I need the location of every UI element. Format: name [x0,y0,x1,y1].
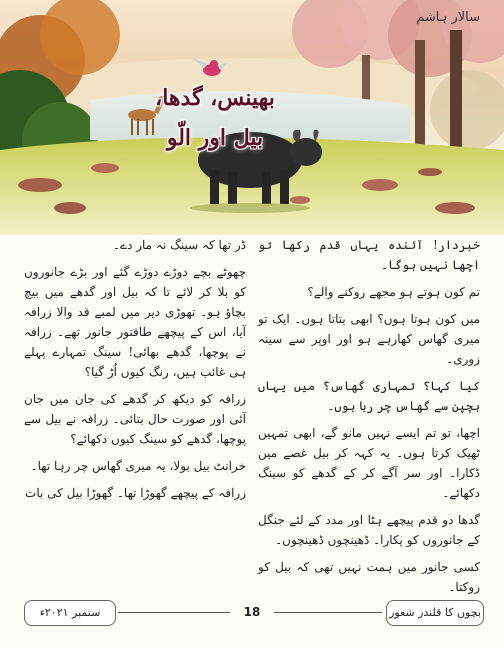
paragraph: اچھا، تو تم ایسے نہیں مانو گے، ابھی تمہیں ٹھیک کرتا ہوں۔ یہ کہہ کر بیل غصے میں ڈکارا۔ اور سر آگے کر کے گدھے کو سینگ دکھائے۔ [258,426,480,500]
text-column-left [24,235,246,587]
paragraph: خبردار! آئندہ یہاں قدم رکھا تو اچھا نہیں ہوگا۔ [258,238,480,272]
paragraph: تم کون ہوتے ہو مجھے روکنے والے؟ [307,285,480,299]
paragraph: گدھا دو قدم پیچھے ہٹا اور مدد کے لئے جنگل کے جانوروں کو پکارا۔ ڈھینچوں ڈھینچوں۔ [258,513,480,547]
magazine-name: بچوں کا قلندر شعور [386,600,484,626]
footer-divider [274,612,382,613]
paragraph: کسی جانور میں ہمت نہیں تھی کہ بیل کو روکتا۔ [258,560,480,594]
paragraph: میں کون ہوتا ہوں؟ ابھی بتاتا ہوں۔ ایک تو میری گھاس کھارہے ہو اور اوپر سے سینہ زوری۔ [258,312,480,366]
paragraph: ڈر تھا کہ سینگ نہ مار دے۔ [113,238,246,252]
tree-trunk [415,40,425,160]
story-illustration [0,0,504,235]
footer-divider [118,612,230,613]
paragraph: چھوٹے بچے دوڑے دوڑے گئے اور بڑے جانوروں کو بلا کر لائے تا کہ بیل اور گدھے میں بیچ بچاؤ ہو۔ تھوڑی دیر میں لمبے قد والا زرافہ آیا، اس کے پیچھے طاقتور جانور تھے۔ زرافہ نے پوچھا، گدھے بھائی! سینگ تمہارے پہلے ہی غائب ہیں، رنگ کیوں اُڑ گیا؟ [24,265,246,379]
author-name: سالار ہاشم [416,10,480,25]
page-number: 18 [243,605,261,619]
paragraph: زرافہ کے پیچھے گھوڑا تھا۔ گھوڑا بیل کی بات [25,486,246,500]
page-footer [0,596,504,636]
tree-trunk [450,30,462,160]
paragraph: خرانٹ بیل بولا، یہ میری گھاس چر رہا تھا۔ [30,459,246,473]
paragraph: زرافہ کو دیکھ کر گدھے کی جان میں جان آئی اور صورت حال بتائی۔ زرافہ نے بیل سے پوچھا، گدھے کو سینگ کیوں دکھائے؟ [24,392,246,446]
article-title: بھینس، گدھا، بیل اور الّو [155,85,275,151]
issue-date: ستمبر ۲۰۲۱ء [24,600,116,626]
text-column-right [258,235,480,594]
paragraph: کیا کہا؟ تمہاری گھاس؟ میں یہاں بچپن سے گھاس چر رہا ہوں۔ [258,379,480,413]
